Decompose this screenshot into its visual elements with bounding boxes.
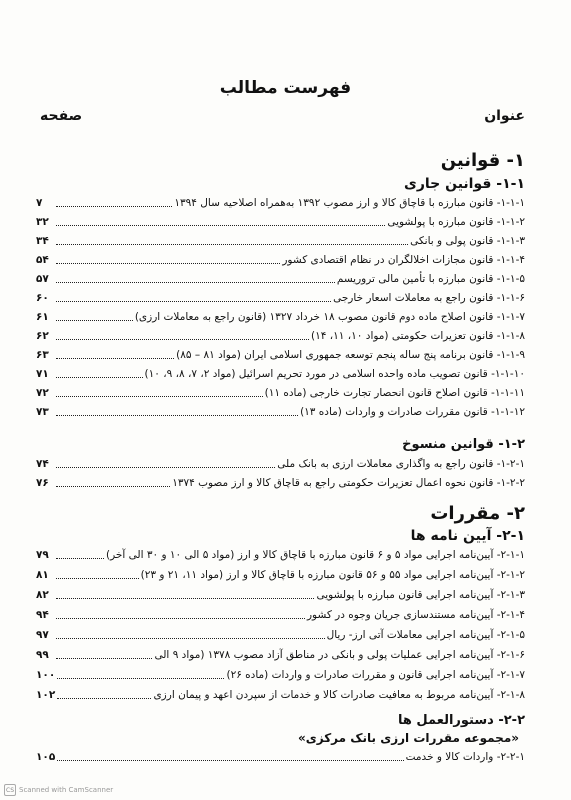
toc-entry-title: ۱-۱-۱۲- قانون مقررات صادرات و واردات (ماده ۱۳) bbox=[300, 406, 525, 418]
dot-leader bbox=[56, 282, 335, 283]
toc-entry-title: ۲-۱-۵- آیین‌نامه اجرایی معاملات آتی ارز- ریال bbox=[326, 629, 525, 641]
toc-entry[interactable] bbox=[36, 194, 525, 210]
toc-entry-title: ۲-۱-۳- آیین‌نامه اجرایی قانون مبارزه با پولشویی bbox=[316, 589, 525, 601]
toc-entry-page: ۱۰۲ bbox=[36, 689, 56, 701]
toc-entry[interactable] bbox=[36, 566, 525, 582]
toc-entry[interactable] bbox=[36, 270, 525, 286]
toc-entry[interactable] bbox=[36, 606, 525, 622]
toc-entry-page: ۷۱ bbox=[36, 368, 49, 380]
toc-entry[interactable] bbox=[36, 213, 525, 229]
toc-entry[interactable] bbox=[36, 289, 525, 305]
toc-entry-title: ۱-۱-۵- قانون مبارزه با تأمین مالی تروریسم bbox=[336, 273, 525, 285]
toc-entry-page: ۵۴ bbox=[36, 254, 49, 266]
toc-entry-page: ۶۲ bbox=[36, 330, 49, 342]
toc-entry[interactable] bbox=[36, 626, 525, 642]
toc-entry-title: ۲-۱-۱- آیین‌نامه اجرایی مواد ۵ و ۶ قانون مبارزه با قاچاق کالا و ارز (مواد ۵ الی ۱۰ و ۳۰ الی آخر) bbox=[105, 549, 525, 561]
toc-entry-title: ۱-۱-۴- قانون مجازات اخلالگران در نظام اقتصادی کشور bbox=[282, 254, 525, 266]
dot-leader bbox=[56, 578, 139, 579]
toc-entry[interactable] bbox=[36, 232, 525, 248]
dot-leader bbox=[56, 225, 385, 226]
dot-leader bbox=[56, 244, 408, 245]
toc-entry-page: ۷ bbox=[36, 197, 43, 209]
toc-entry-title: ۲-۱-۴- آیین‌نامه مستندسازی جریان وجوه در کشور bbox=[306, 609, 525, 621]
dot-leader bbox=[56, 263, 280, 264]
toc-entry-title: ۲-۱-۸- آیین‌نامه مربوط به معافیت صادرات کالا و خدمات از سپردن اعهد و پیمان ارزی bbox=[153, 689, 525, 701]
toc-entry-page: ۱۰۰ bbox=[36, 669, 56, 681]
toc-entry[interactable] bbox=[36, 586, 525, 602]
toc-entry[interactable] bbox=[36, 346, 525, 362]
toc-entry-page: ۶۱ bbox=[36, 311, 49, 323]
dot-leader bbox=[56, 486, 170, 487]
toc-entry[interactable] bbox=[36, 251, 525, 267]
toc-entry-title: ۱-۱-۱- قانون مبارزه با قاچاق کالا و ارز مصوب ۱۳۹۲ به‌همراه اصلاحیه سال ۱۳۹۴ bbox=[174, 197, 525, 209]
scanner-watermark-text: Scanned with CamScanner bbox=[19, 786, 114, 794]
toc-entry-page: ۷۴ bbox=[36, 458, 49, 470]
toc-entry-title: ۱-۱-۱۱- قانون اصلاح قانون انحصار تجارت خارجی (ماده ۱۱) bbox=[264, 387, 525, 399]
toc-entry-page: ۷۲ bbox=[36, 387, 49, 399]
dot-leader bbox=[56, 415, 298, 416]
toc-entry[interactable] bbox=[36, 546, 525, 562]
toc-entry-page: ۹۹ bbox=[36, 649, 49, 661]
toc-entry-page: ۶۰ bbox=[36, 292, 49, 304]
section-regulations-heading: ۲- مقررات bbox=[430, 503, 525, 524]
dot-leader bbox=[56, 598, 314, 599]
dot-leader bbox=[56, 377, 143, 378]
toc-entry-title: ۲-۱-۲- آیین‌نامه اجرایی مواد ۵۵ و ۵۶ قانون مبارزه با قاچاق کالا و ارز (مواد ۱۱، ۲۱ و ۲۳) bbox=[140, 569, 525, 581]
toc-entry-page: ۸۲ bbox=[36, 589, 49, 601]
toc-entry-title: ۲-۱-۶- آیین‌نامه اجرایی عملیات پولی و بانکی در مناطق آزاد مصوب ۱۳۷۸ (مواد ۹ الی bbox=[154, 649, 525, 661]
toc-entry-title: ۲-۱-۷- آیین‌نامه اجرایی قانون و مقررات صادرات و واردات (ماده ۲۶) bbox=[226, 669, 525, 681]
toc-entry[interactable] bbox=[36, 327, 525, 343]
toc-entry[interactable] bbox=[36, 686, 525, 702]
toc-entry-page: ۷۶ bbox=[36, 477, 49, 489]
dot-leader bbox=[56, 301, 331, 302]
dot-leader bbox=[57, 760, 403, 761]
toc-entry-title: ۱-۱-۸- قانون تعزیرات حکومتی (مواد ۱۰، ۱۱، ۱۴) bbox=[311, 330, 525, 342]
toc-entry-title: ۱-۱-۷- قانون اصلاح ماده دوم قانون مصوب ۱۸ خرداد ۱۳۲۷ (قانون راجع به معاملات ارزی) bbox=[134, 311, 525, 323]
toc-entry-title: ۱-۱-۲- قانون مبارزه با پولشویی bbox=[387, 216, 525, 228]
dot-leader bbox=[56, 396, 263, 397]
dot-leader bbox=[56, 358, 174, 359]
section-bylaws-heading: ۲-۱- آیین نامه ها bbox=[410, 528, 525, 544]
dot-leader bbox=[57, 678, 224, 679]
scanner-watermark bbox=[4, 784, 113, 796]
toc-entry[interactable] bbox=[36, 455, 525, 471]
dot-leader bbox=[56, 206, 172, 207]
toc-entry-page: ۳۴ bbox=[36, 235, 49, 247]
toc-entry-page: ۹۴ bbox=[36, 609, 49, 621]
toc-entry-page: ۵۷ bbox=[36, 273, 49, 285]
toc-entry[interactable] bbox=[36, 403, 525, 419]
dot-leader bbox=[56, 638, 325, 639]
toc-entry[interactable] bbox=[36, 474, 525, 490]
dot-leader bbox=[56, 339, 309, 340]
section-repealed-laws-heading: ۱-۲- قوانین منسوخ bbox=[402, 437, 525, 452]
central-bank-collection-subheading: «مجموعه مقررات ارزی بانک مرکزی» bbox=[297, 731, 519, 745]
toc-entry[interactable] bbox=[36, 646, 525, 662]
subject-column-header: عنوان bbox=[484, 108, 525, 124]
toc-entry-page: ۸۱ bbox=[36, 569, 49, 581]
dot-leader bbox=[56, 618, 305, 619]
section-instructions-heading: ۲-۲- دستورالعمل ها bbox=[398, 713, 525, 728]
toc-entry-page: ۱۰۵ bbox=[36, 751, 56, 763]
dot-leader bbox=[56, 467, 275, 468]
toc-entry-page: ۶۳ bbox=[36, 349, 49, 361]
section-current-laws-heading: ۱-۱- قوانین جاری bbox=[403, 176, 525, 192]
section-laws-heading: ۱- قوانین bbox=[440, 150, 525, 171]
toc-entry-title: ۱-۱-۱۰- قانون تصویب ماده واحده اسلامی در مورد تحریم اسرائیل (مواد ۲، ۷، ۸، ۹، ۱۰) bbox=[144, 368, 525, 380]
toc-entry[interactable] bbox=[36, 666, 525, 682]
toc-entry-title: ۱-۱-۳- قانون پولی و بانکی bbox=[410, 235, 525, 247]
toc-entry[interactable] bbox=[36, 384, 525, 400]
toc-entry-page: ۹۷ bbox=[36, 629, 49, 641]
toc-entry-title: ۱-۱-۶- قانون راجع به معاملات اسعار خارجی bbox=[333, 292, 525, 304]
camscanner-logo-icon: CS bbox=[4, 784, 16, 796]
dot-leader bbox=[56, 558, 104, 559]
dot-leader bbox=[57, 698, 151, 699]
dot-leader bbox=[56, 320, 133, 321]
page-column-header: صفحه bbox=[40, 108, 83, 124]
toc-entry-page: ۷۳ bbox=[36, 406, 49, 418]
dot-leader bbox=[56, 658, 152, 659]
toc-entry-title: ۱-۱-۹- قانون برنامه پنج ساله پنجم توسعه جمهوری اسلامی ایران (مواد ۸۱ – ۸۵) bbox=[176, 349, 525, 361]
toc-entry-title: ۱-۲-۱- قانون راجع به واگذاری معاملات ارزی به بانک ملی bbox=[277, 458, 525, 470]
toc-entry[interactable] bbox=[36, 748, 525, 764]
toc-entry-title: ۱-۲-۲- قانون نحوه اعمال تعزیرات حکومتی راجع به قاچاق کالا و ارز مصوب ۱۳۷۴ bbox=[172, 477, 525, 489]
toc-entry-title: ۲-۲-۱- واردات کالا و خدمت bbox=[405, 751, 525, 763]
page-title: فهرست مطالب bbox=[219, 78, 352, 98]
toc-entry-page: ۳۲ bbox=[36, 216, 49, 228]
toc-entry[interactable] bbox=[36, 308, 525, 324]
toc-entry[interactable] bbox=[36, 365, 525, 381]
toc-entry-page: ۷۹ bbox=[36, 549, 49, 561]
